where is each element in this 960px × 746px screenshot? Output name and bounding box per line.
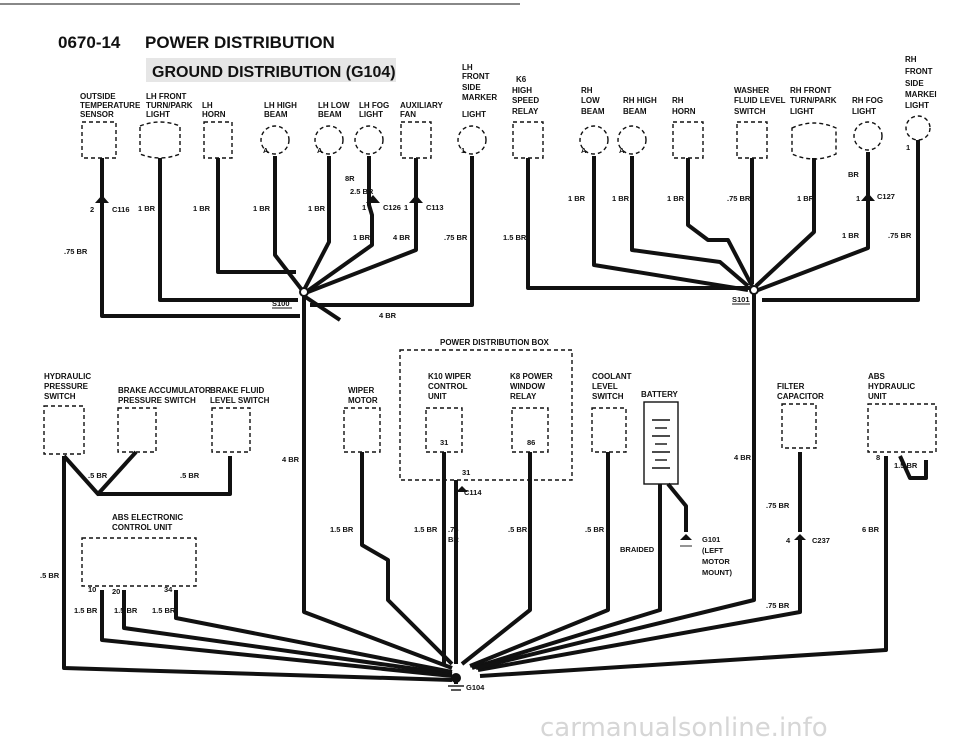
lh-turn-light-symbol [140, 122, 180, 158]
pin-a-4: A [619, 146, 625, 155]
wire-sizes-right [503, 170, 912, 242]
wires-s100 [102, 156, 472, 668]
svg-text:1.5 BR: 1.5 BR [114, 606, 138, 615]
label-lh-low-2: BEAM [318, 110, 342, 119]
svg-text:1 BR: 1 BR [797, 194, 815, 203]
power-box-label: POWER DISTRIBUTION BOX [440, 338, 549, 347]
svg-text:.75 BR: .75 BR [888, 231, 912, 240]
c127-label: C127 [877, 192, 895, 201]
label-outside-temp-1: OUTSIDE [80, 92, 116, 101]
rh-fog-lamp [854, 122, 882, 150]
svg-text:WIPER: WIPER [348, 386, 375, 395]
abs-hydraulic-box [868, 404, 936, 452]
svg-text:1 BR: 1 BR [568, 194, 586, 203]
svg-text:ABS: ABS [868, 372, 885, 381]
wire-lh-high [275, 156, 302, 290]
label-rh-horn-1: RH [672, 96, 684, 105]
svg-text:1.5 BR: 1.5 BR [414, 525, 438, 534]
label-washer-1: WASHER [734, 86, 770, 95]
label-washer-2: FLUID LEVEL [734, 96, 786, 105]
label-washer-3: SWITCH [734, 107, 766, 116]
power-distribution-box [400, 350, 572, 480]
label-lh-high-1: LH HIGH [264, 101, 297, 110]
label-rh-marker-4: MARKEI [905, 90, 937, 99]
wire-k8 [462, 452, 530, 664]
label-k6-1: K6 [516, 75, 527, 84]
coolant-switch-box [592, 408, 626, 452]
watermark: carmanualsonline.info [540, 713, 828, 743]
label-rh-marker-3: SIDE [905, 79, 924, 88]
wire-wiper-motor [362, 452, 452, 664]
svg-text:MOUNT): MOUNT) [702, 568, 732, 577]
label-lh-horn-2: HORN [202, 110, 226, 119]
label-rh-low-3: BEAM [581, 107, 605, 116]
svg-text:6: 6 [454, 488, 459, 497]
label-outside-temp-2: TEMPERATURE [80, 101, 141, 110]
svg-text:1.5 BR: 1.5 BR [503, 233, 527, 242]
label-lh-marker-5: LIGHT [462, 110, 486, 119]
pin-1-a: 1 [461, 146, 466, 155]
svg-text:UNIT: UNIT [428, 392, 447, 401]
svg-text:6 BR: 6 BR [862, 525, 880, 534]
label-aux-fan-1: AUXILIARY [400, 101, 443, 110]
label-rh-high-2: BEAM [623, 107, 647, 116]
c126-pin: 1 [362, 203, 367, 212]
pin-labels [263, 143, 910, 155]
svg-text:1 BR: 1 BR [308, 204, 326, 213]
svg-text:K10 WIPER: K10 WIPER [428, 372, 472, 381]
label-lh-turn-1: LH FRONT [146, 92, 187, 101]
svg-text:SWITCH: SWITCH [44, 392, 76, 401]
wire-abs-hydraulic [480, 456, 886, 676]
c113-icon [409, 195, 423, 203]
svg-text:BRAKE FLUID: BRAKE FLUID [210, 386, 265, 395]
ground-g104 [448, 673, 485, 692]
svg-text:HYDRAULIC: HYDRAULIC [44, 372, 92, 381]
svg-text:1 BR: 1 BR [612, 194, 630, 203]
svg-text:WINDOW: WINDOW [510, 382, 546, 391]
svg-text:G101: G101 [702, 535, 721, 544]
wire-rh-marker [762, 140, 918, 300]
label-lh-high-2: BEAM [264, 110, 288, 119]
label-lh-marker-1: LH [462, 63, 473, 72]
label-lh-fog-1: LH FOG [359, 101, 390, 110]
svg-text:CONTROL: CONTROL [428, 382, 468, 391]
svg-text:BR: BR [448, 535, 459, 544]
c116-icon [95, 195, 109, 203]
svg-text:31: 31 [440, 438, 449, 447]
label-lh-low-1: LH LOW [318, 101, 350, 110]
label-k6-2: HIGH [512, 86, 532, 95]
wire-g101 [668, 484, 686, 532]
svg-text:.75 BR: .75 BR [64, 247, 88, 256]
svg-text:ABS ELECTRONIC: ABS ELECTRONIC [112, 513, 184, 522]
svg-text:UNIT: UNIT [868, 392, 887, 401]
pin-1-b: 1 [906, 143, 911, 152]
wire-lh-low [304, 156, 329, 290]
wire-rh-low [594, 156, 748, 290]
svg-text:4 BR: 4 BR [734, 453, 752, 462]
wire-rh-horn [688, 158, 752, 286]
label-rh-turn-1: RH FRONT [790, 86, 832, 95]
c126-label: C126 [383, 203, 401, 212]
top-components [82, 116, 930, 159]
wire-s100-4br [304, 296, 340, 320]
wire-outside-temp [102, 158, 300, 316]
label-lh-horn-1: LH [202, 101, 213, 110]
label-rh-marker-2: FRONT [905, 67, 933, 76]
svg-text:1 BR: 1 BR [842, 231, 860, 240]
label-rh-marker-1: RH [905, 55, 917, 64]
svg-text:C114: C114 [464, 488, 482, 497]
page-title: POWER DISTRIBUTION [145, 33, 335, 52]
svg-text:LEVEL SWITCH: LEVEL SWITCH [210, 396, 270, 405]
svg-text:BATTERY: BATTERY [641, 390, 678, 399]
svg-text:CAPACITOR: CAPACITOR [777, 392, 824, 401]
svg-text:2.5 BR: 2.5 BR [350, 187, 374, 196]
label-rh-horn-2: HORN [672, 107, 696, 116]
svg-text:LEVEL: LEVEL [592, 382, 618, 391]
outside-temp-sensor-box [82, 122, 116, 158]
svg-text:HYDRAULIC: HYDRAULIC [868, 382, 916, 391]
label-lh-turn-2: TURN/PARK [146, 101, 193, 110]
svg-text:4 BR: 4 BR [393, 233, 411, 242]
rh-horn-box [673, 122, 703, 158]
label-k6-3: SPEED [512, 96, 540, 105]
svg-text:.75 BR: .75 BR [727, 194, 751, 203]
c116-pin: 2 [90, 205, 95, 214]
wiper-motor-box [344, 408, 380, 452]
svg-text:1 BR: 1 BR [138, 204, 156, 213]
label-rh-turn-2: TURN/PARK [790, 96, 837, 105]
label-lh-fog-2: LIGHT [359, 110, 383, 119]
svg-text:1.5 BR: 1.5 BR [330, 525, 354, 534]
lh-fog-lamp [355, 126, 383, 154]
wire-abs-34 [176, 590, 452, 672]
s100-label: S100 [272, 299, 290, 308]
svg-text:.75: .75 [448, 525, 459, 534]
svg-text:SWITCH: SWITCH [592, 392, 624, 401]
k6-relay-box [513, 122, 543, 158]
svg-text:1 BR: 1 BR [667, 194, 685, 203]
label-rh-low-2: LOW [581, 96, 600, 105]
label-rh-fog-1: RH FOG [852, 96, 884, 105]
svg-text:4 BR: 4 BR [379, 311, 397, 320]
label-rh-turn-3: LIGHT [790, 107, 814, 116]
splice-s100-inner [301, 289, 307, 295]
svg-text:.5 BR: .5 BR [88, 471, 108, 480]
page-code: 0670-14 [58, 33, 121, 52]
c127-pin: 1 [856, 194, 861, 203]
svg-text:1.5 BR: 1.5 BR [74, 606, 98, 615]
svg-text:BRAIDED: BRAIDED [620, 545, 655, 554]
filter-cap-box [782, 404, 816, 448]
pin-a-2: A [317, 146, 323, 155]
c113-pin: 1 [404, 203, 409, 212]
label-outside-temp-3: SENSOR [80, 110, 114, 119]
svg-text:1 BR: 1 BR [253, 204, 271, 213]
abs-control-box [82, 538, 196, 586]
svg-text:1.5 BR: 1.5 BR [152, 606, 176, 615]
svg-text:PRESSURE SWITCH: PRESSURE SWITCH [118, 396, 196, 405]
svg-text:31: 31 [462, 468, 471, 477]
label-lh-turn-3: LIGHT [146, 110, 170, 119]
svg-text:FILTER: FILTER [777, 382, 805, 391]
svg-text:20: 20 [112, 587, 121, 596]
c113-label: C113 [426, 203, 444, 212]
svg-text:PRESSURE: PRESSURE [44, 382, 89, 391]
label-lh-marker-3: SIDE [462, 83, 481, 92]
svg-text:(LEFT: (LEFT [702, 546, 724, 555]
svg-text:MOTOR: MOTOR [702, 557, 730, 566]
hydraulic-switch-box [44, 406, 84, 454]
svg-text:BRAKE ACCUMULATOR: BRAKE ACCUMULATOR [118, 386, 211, 395]
rh-side-marker-lamp [906, 116, 930, 140]
brake-fluid-box [212, 408, 250, 452]
splice-s101-inner [751, 287, 757, 293]
battery-box [644, 402, 678, 484]
wire-s100-to-g104 [304, 296, 452, 668]
svg-text:34: 34 [164, 585, 173, 594]
svg-text:COOLANT: COOLANT [592, 372, 632, 381]
label-rh-fog-2: LIGHT [852, 107, 876, 116]
label-rh-low-1: RH [581, 86, 593, 95]
svg-text:C237: C237 [812, 536, 830, 545]
label-lh-marker-2: FRONT [462, 72, 490, 81]
lh-horn-box [204, 122, 232, 158]
pin-a-1: A [263, 146, 269, 155]
wire-lh-horn [218, 158, 296, 272]
svg-text:.5 BR: .5 BR [508, 525, 528, 534]
wire-rh-turn [756, 158, 814, 286]
c116-label: C116 [112, 205, 130, 214]
svg-text:1 BR: 1 BR [193, 204, 211, 213]
svg-text:G104: G104 [466, 683, 485, 692]
svg-text:BR: BR [848, 170, 859, 179]
rh-turn-light-symbol [792, 123, 836, 159]
label-k6-4: RELAY [512, 107, 539, 116]
label-rh-marker-5: LIGHT [905, 101, 929, 110]
svg-text:86: 86 [527, 438, 536, 447]
label-rh-high-1: RH HIGH [623, 96, 657, 105]
aux-fan-box [401, 122, 431, 158]
svg-text:.75 BR: .75 BR [444, 233, 468, 242]
svg-text:RELAY: RELAY [510, 392, 537, 401]
c127-icon [861, 193, 875, 201]
washer-switch-box [737, 122, 767, 158]
svg-text:8R: 8R [345, 174, 355, 183]
svg-text:MOTOR: MOTOR [348, 396, 378, 405]
s101-label: S101 [732, 295, 750, 304]
svg-text:1 BR: 1 BR [353, 233, 371, 242]
svg-text:.75 BR: .75 BR [766, 501, 790, 510]
wire-lh-turn [160, 158, 298, 300]
wire-aux-fan [308, 158, 416, 292]
svg-text:.5 BR: .5 BR [40, 571, 60, 580]
label-aux-fan-2: FAN [400, 110, 416, 119]
svg-text:4: 4 [786, 536, 791, 545]
wire-k6 [528, 158, 750, 288]
pin-a-3: A [581, 146, 587, 155]
svg-text:4 BR: 4 BR [282, 455, 300, 464]
svg-text:.75 BR: .75 BR [766, 601, 790, 610]
svg-text:.5 BR: .5 BR [585, 525, 605, 534]
svg-text:.5 BR: .5 BR [180, 471, 200, 480]
svg-text:8: 8 [876, 453, 881, 462]
svg-text:K8 POWER: K8 POWER [510, 372, 553, 381]
svg-text:10: 10 [88, 585, 97, 594]
svg-text:1.5 BR: 1.5 BR [894, 461, 918, 470]
svg-text:CONTROL UNIT: CONTROL UNIT [112, 523, 173, 532]
diagram-subtitle: GROUND DISTRIBUTION (G104) [152, 64, 396, 81]
brake-accum-box [118, 408, 156, 452]
label-lh-marker-4: MARKER [462, 93, 498, 102]
